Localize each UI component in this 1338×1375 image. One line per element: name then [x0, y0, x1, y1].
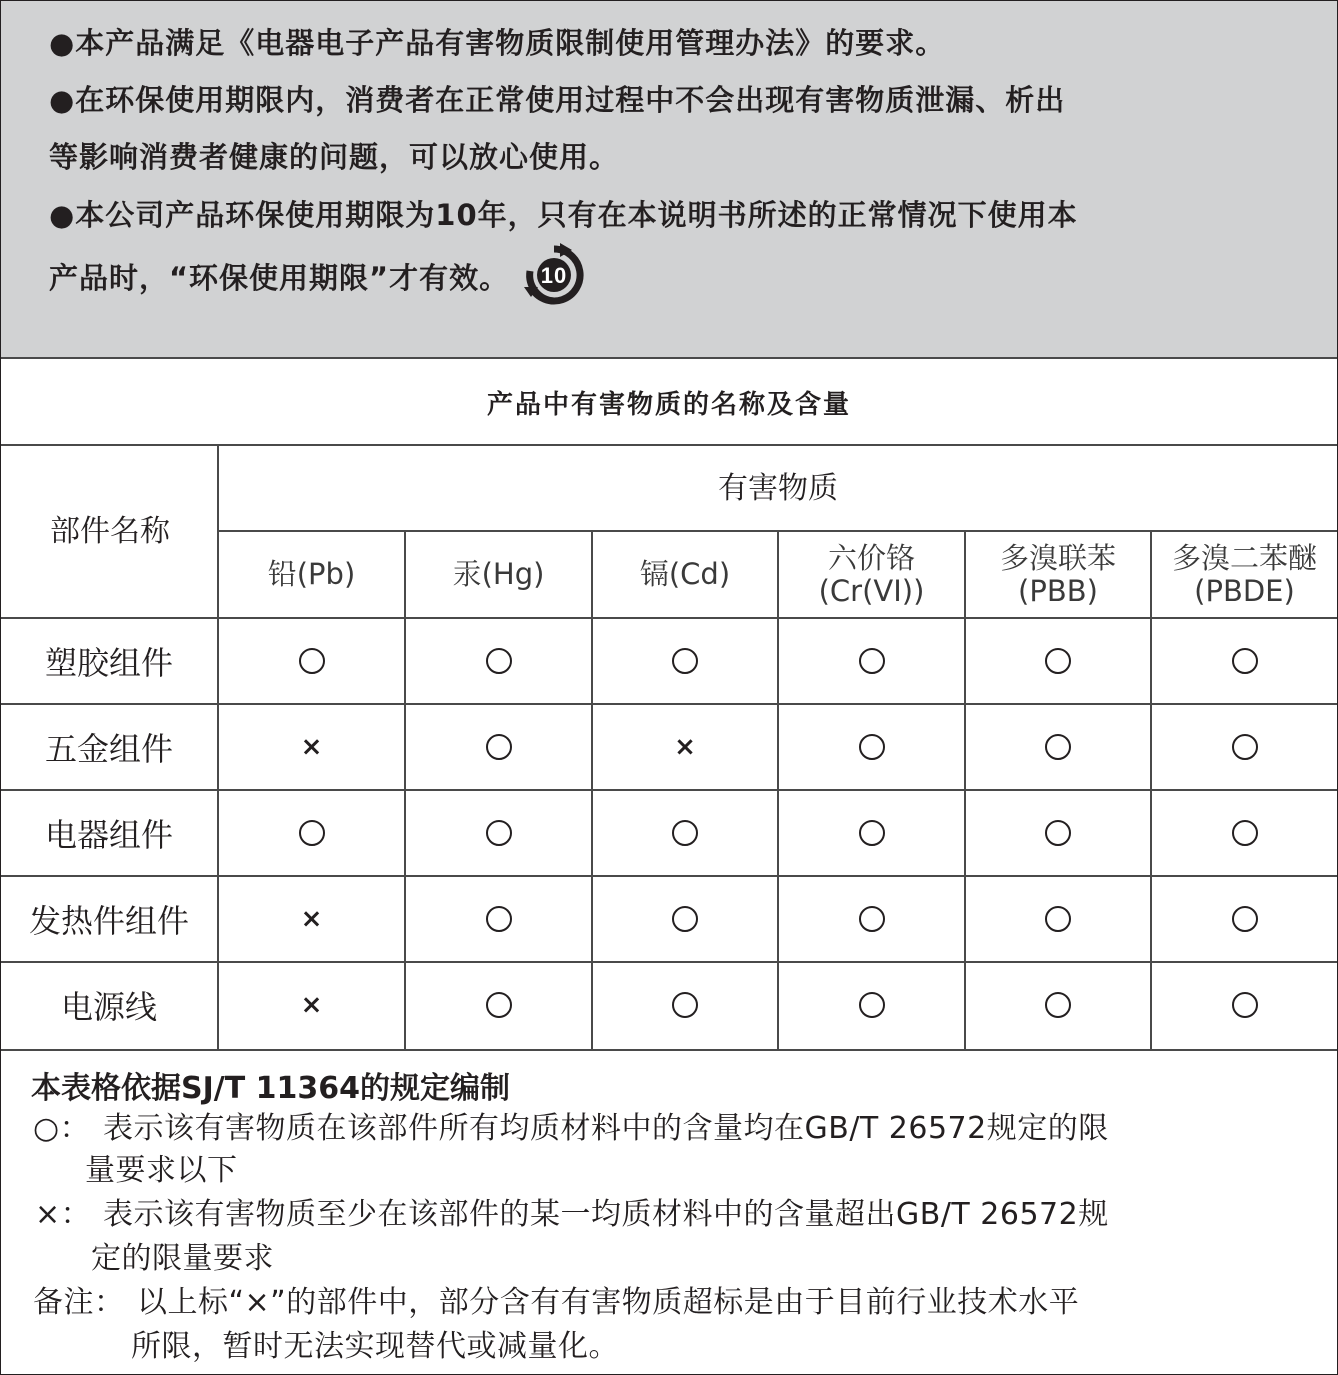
substance-mark-cell: [966, 963, 1150, 1047]
substance-mark-cell: [593, 963, 777, 1047]
remark-line-1: 以上标“×”的部件中，部分含有有害物质超标是由于目前行业技术水平: [137, 1285, 1080, 1320]
compliant-circle-mark: [1232, 648, 1258, 674]
eco-period-icon: [522, 243, 586, 307]
substance-mark-cell: [1152, 791, 1337, 875]
table-title: 产品中有害物质的名称及含量: [486, 389, 851, 420]
substance-name: 镉(Cd): [639, 557, 731, 591]
compliant-circle-mark: [1045, 992, 1071, 1018]
hazardous-substances-header: 有害物质: [718, 471, 838, 506]
substance-mark-cell: [219, 877, 404, 961]
compliant-circle-mark: [486, 820, 512, 846]
substance-mark-cell: [406, 619, 591, 703]
notice-line-4: ●本公司产品环保使用期限为10年，只有在本说明书所述的正常情况下使用本: [49, 198, 1078, 232]
compliant-circle-mark: [1045, 906, 1071, 932]
cross-note-prefix: ×：: [35, 1197, 92, 1232]
compliant-circle-mark: [1045, 734, 1071, 760]
remark-line-2: 所限，暂时无法实现替代或减量化。: [131, 1329, 619, 1364]
notes-title: 本表格依据SJ/T 11364的规定编制: [31, 1071, 511, 1106]
compliant-circle-mark: [1232, 734, 1258, 760]
compliant-circle-mark: [486, 906, 512, 932]
compliant-circle-mark: [1232, 820, 1258, 846]
substance-formula: (PBB): [1018, 573, 1098, 608]
compliant-circle-mark: [1045, 820, 1071, 846]
part-name-cell: 五金组件: [44, 730, 173, 768]
substance-mark-cell: [219, 791, 404, 875]
substance-mark-cell: [406, 791, 591, 875]
compliant-circle-mark: [859, 992, 885, 1018]
substance-mark-cell: [219, 963, 404, 1047]
exceeds-cross-mark: ×: [674, 732, 696, 762]
compliant-circle-mark: [1232, 992, 1258, 1018]
substance-mark-cell: [1152, 619, 1337, 703]
compliant-circle-mark: [859, 906, 885, 932]
substance-mark-cell: [406, 705, 591, 789]
substance-mark-cell: [966, 791, 1150, 875]
substance-mark-cell: [406, 877, 591, 961]
part-name-cell: 电器组件: [44, 816, 173, 854]
substance-formula: (PBDE): [1194, 573, 1295, 608]
eco-icon-number: 10: [540, 263, 568, 288]
exceeds-cross-mark: ×: [300, 990, 323, 1020]
substance-mark-cell: [219, 705, 404, 789]
substance-mark-cell: [966, 877, 1150, 961]
compliant-circle-mark: [1045, 648, 1071, 674]
substance-mark-cell: [406, 963, 591, 1047]
compliant-circle-mark: [299, 820, 325, 846]
substance-mark-cell: [966, 619, 1150, 703]
substance-formula: (Cr(VI)): [818, 573, 925, 608]
substance-mark-cell: [779, 877, 964, 961]
notice-line-3: 等影响消费者健康的问题，可以放心使用。: [49, 140, 620, 174]
substance-mark-cell: [779, 791, 964, 875]
substance-header: [406, 532, 591, 617]
part-name-cell: 发热件组件: [28, 902, 189, 940]
compliant-circle-mark: [672, 820, 698, 846]
notice-line-1: ●本产品满足《电器电子产品有害物质限制使用管理办法》的要求。: [49, 26, 946, 60]
exceeds-cross-mark: ×: [300, 904, 323, 934]
substance-name: 六价铬: [827, 540, 915, 575]
substance-mark-cell: [1152, 705, 1337, 789]
substance-mark-cell: [219, 619, 404, 703]
substance-header: [1152, 532, 1337, 617]
compliant-circle-mark: [486, 992, 512, 1018]
exceeds-cross-mark: ×: [300, 732, 323, 762]
substance-header: [779, 532, 964, 617]
substance-mark-cell: [593, 705, 777, 789]
compliant-circle-mark: [672, 648, 698, 674]
substance-mark-cell: [1152, 877, 1337, 961]
circle-note-line-1: 表示该有害物质在该部件所有均质材料中的含量均在GB/T 26572规定的限: [103, 1111, 1109, 1146]
compliant-circle-mark: [486, 648, 512, 674]
substance-mark-cell: [966, 705, 1150, 789]
substance-mark-cell: [593, 791, 777, 875]
part-name-cell: 塑胶组件: [44, 644, 173, 682]
substance-header: [966, 532, 1150, 617]
substance-mark-cell: [593, 619, 777, 703]
compliant-circle-mark: [859, 734, 885, 760]
substance-name: 铅(Pb): [267, 557, 356, 591]
circle-note-line-2: 量要求以下: [85, 1153, 238, 1188]
substance-name: 多溴联苯: [999, 540, 1116, 575]
substance-mark-cell: [779, 705, 964, 789]
substance-header: [593, 532, 777, 617]
compliant-circle-mark: [299, 648, 325, 674]
notice-line-5-wrap: [49, 253, 586, 307]
notice-line-2: ●在环保使用期限内，消费者在正常使用过程中不会出现有害物质泄漏、析出: [49, 83, 1066, 117]
substance-mark-cell: [779, 619, 964, 703]
cross-note-line-1: 表示该有害物质至少在该部件的某一均质材料中的含量超出GB/T 26572规: [103, 1197, 1109, 1232]
remark-prefix: 备注：: [33, 1285, 125, 1320]
circle-note-prefix: ○：: [33, 1111, 91, 1146]
substance-name: 多溴二苯醚: [1171, 540, 1317, 575]
compliant-circle-mark: [672, 906, 698, 932]
notice-line-5: 产品时，“环保使用期限”才有效。: [49, 261, 510, 295]
compliant-circle-mark: [859, 648, 885, 674]
part-name-header: 部件名称: [50, 513, 170, 549]
compliant-circle-mark: [1232, 906, 1258, 932]
substance-mark-cell: [1152, 963, 1337, 1047]
environmental-notice-box: [1, 1, 1337, 359]
substance-name: 汞(Hg): [452, 557, 545, 591]
substance-mark-cell: [593, 877, 777, 961]
substance-header: [219, 532, 404, 617]
compliant-circle-mark: [672, 992, 698, 1018]
compliant-circle-mark: [859, 820, 885, 846]
part-name-cell: 电源线: [60, 988, 157, 1026]
substance-mark-cell: [779, 963, 964, 1047]
cross-note-line-2: 定的限量要求: [91, 1241, 274, 1276]
compliant-circle-mark: [486, 734, 512, 760]
